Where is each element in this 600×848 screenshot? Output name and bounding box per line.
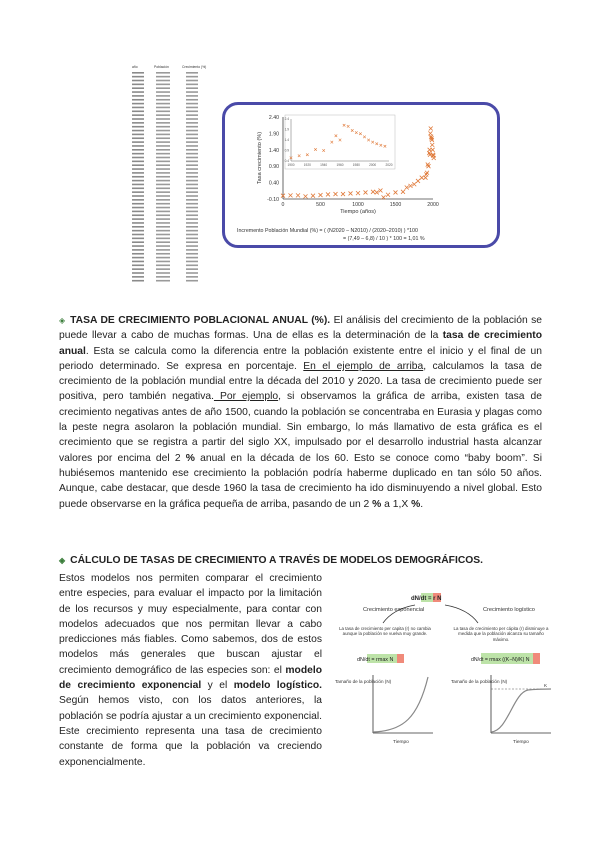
table-cell-year: [132, 91, 144, 93]
table-cell-year: [132, 145, 144, 147]
inset-chart: [285, 115, 395, 169]
table-cell-growth: [186, 249, 198, 251]
table-cell-year: [132, 238, 144, 240]
table-cell-growth: [186, 149, 198, 151]
x-tick-label: 0: [281, 202, 285, 208]
table-cell-growth: [186, 184, 198, 186]
section1-heading: TASA DE CRECIMIENTO POBLACIONAL ANUAL (%).: [70, 315, 331, 326]
table-cell-population: [156, 268, 170, 270]
table-cell-growth: [186, 153, 198, 155]
section1-text-3: , calculamos la tasa de crecimiento de la población mundial entre la década del 2010 y 2020. La tasa de crecimiento puede ser positiva, pero también negativa.: [59, 360, 542, 403]
k-label: K: [544, 683, 548, 688]
table-cell-population: [156, 118, 170, 120]
data-point: [326, 192, 330, 196]
table-cell-growth: [186, 226, 198, 228]
table-cell-growth: [186, 72, 198, 74]
right-equation-highlight-n: [533, 653, 540, 664]
table-cell-year: [132, 268, 144, 270]
right-model-title: Crecimiento logístico: [483, 607, 535, 613]
table-cell-growth: [186, 272, 198, 274]
table-cell-population: [156, 203, 170, 205]
table-cell-population: [156, 153, 170, 155]
x-axis-label: Tiempo (años): [340, 209, 376, 215]
section2-heading: CÁLCULO DE TASAS DE CRECIMIENTO A TRAVÉS DE MODELOS DEMOGRÁFICOS.: [70, 555, 484, 566]
table-cell-growth: [186, 107, 198, 109]
table-cell-growth: [186, 80, 198, 82]
inset-x-tick-label: 2020: [385, 163, 393, 167]
data-point: [386, 193, 390, 197]
table-cell-year: [132, 222, 144, 224]
y-tick-label: -0.10: [267, 197, 279, 203]
table-cell-growth: [186, 207, 198, 209]
inset-y-tick-label: 2.4: [284, 117, 289, 121]
table-cell-year: [132, 199, 144, 201]
section1-percent-1: %: [185, 452, 195, 464]
table-cell-population: [156, 222, 170, 224]
table-cell-year: [132, 80, 144, 82]
x-tick-label: 1500: [389, 202, 402, 208]
table-cell-population: [156, 114, 170, 116]
data-point: [424, 176, 428, 180]
table-cell-growth: [186, 176, 198, 178]
diamond-bullet-icon: ◈: [59, 556, 66, 565]
table-cell-year: [132, 134, 144, 136]
table-cell-year: [132, 126, 144, 128]
table-cell-population: [156, 107, 170, 109]
table-cell-population: [156, 214, 170, 216]
table-cell-growth: [186, 180, 198, 182]
table-cell-year: [132, 172, 144, 174]
y-tick-label: 2.40: [268, 115, 279, 121]
inset-x-tick-label: 2000: [369, 163, 377, 167]
section1-text-6: a 1,X: [381, 498, 412, 510]
table-cell-growth: [186, 241, 198, 243]
data-point: [319, 193, 323, 197]
section1-text-5: anual en la década de los 60. Esto se conoce como “baby boom”. Si hubiésemos mantenido ese crecimiento la población podría haberme duplicado en tan sólo 50 años. Aunque, cabe destacar, que desde 1960 la tasa de crecimiento ha ido disminuyendo a nivel global. Esto puede observarse en la gráfica pequeña de arriba, pasando de un 2: [59, 452, 542, 510]
table-cell-growth: [186, 238, 198, 240]
table-cell-year: [132, 114, 144, 116]
table-cell-growth: [186, 145, 198, 147]
exponential-curve: [373, 677, 428, 732]
data-point: [401, 190, 405, 194]
table-cell-year: [132, 103, 144, 105]
section2-text-2: y el: [201, 680, 234, 692]
table-cell-population: [156, 176, 170, 178]
table-cell-growth: [186, 130, 198, 132]
section2-text-1: Estos modelos nos permiten comparar el crecimiento entre especies, para evaluar el impacto por la limitación de los recursos y muy especialmente, para contar con modelos adecuados que nos permitan llevar a cabo predicciones más fiables. Como sabemos, dos de estos modelos más generales que buscan ajustar el crecimiento demográfico de las especies son: el: [59, 573, 322, 676]
table-cell-year: [132, 84, 144, 86]
y-axis-label: Tasa crecimiento (%): [257, 131, 263, 185]
table-cell-year: [132, 72, 144, 74]
table-cell-year: [132, 241, 144, 243]
table-cell-population: [156, 99, 170, 101]
data-point: [289, 193, 293, 197]
table-cell-year: [132, 87, 144, 89]
inset-x-tick-label: 1940: [320, 163, 328, 167]
table-cell-population: [156, 130, 170, 132]
table-cell-year: [132, 276, 144, 278]
table-cell-year: [132, 253, 144, 255]
left-y-label: Tamaño de la población (N): [335, 679, 392, 684]
table-cell-population: [156, 230, 170, 232]
left-equation: dN/dt = rmax N: [357, 657, 394, 663]
table-cell-population: [156, 207, 170, 209]
table-header-year: año: [132, 65, 138, 69]
table-cell-growth: [186, 76, 198, 78]
inset-y-tick-label: 1.4: [284, 138, 289, 142]
data-point: [304, 194, 308, 198]
table-cell-growth: [186, 245, 198, 247]
inset-x-tick-label: 1980: [352, 163, 360, 167]
data-point: [349, 191, 353, 195]
table-cell-population: [156, 145, 170, 147]
data-point: [341, 192, 345, 196]
table-cell-year: [132, 218, 144, 220]
section1-underline-example: En el ejemplo de arriba: [303, 360, 424, 372]
table-cell-year: [132, 249, 144, 251]
table-cell-population: [156, 134, 170, 136]
table-cell-population: [156, 276, 170, 278]
table-header-population: Población: [154, 65, 169, 69]
formula-line-1: Incremento Población Mundial (%) = ( (N2020 – N2010) / (2020–2010) ) *100: [237, 228, 418, 234]
table-cell-population: [156, 168, 170, 170]
inset-y-tick-label: 0.9: [284, 148, 289, 153]
table-cell-growth: [186, 141, 198, 143]
section1-text-1: El análisis del crecimiento de la población se puede llevar a cabo de muchas formas. Una de ellas es la determinación de la: [59, 315, 542, 342]
table-cell-population: [156, 157, 170, 159]
table-cell-population: [156, 211, 170, 213]
growth-rate-chart: [225, 105, 497, 245]
table-cell-population: [156, 76, 170, 78]
formula-line-2: = (7,49 – 6,8) / 10 ) * 100 = 1,01 %: [343, 236, 425, 242]
data-point: [431, 148, 435, 152]
arrow-right-icon: [445, 605, 478, 623]
table-cell-year: [132, 118, 144, 120]
section2-bold-logistic: modelo logístico.: [233, 680, 323, 692]
table-cell-growth: [186, 99, 198, 101]
table-cell-year: [132, 137, 144, 139]
table-cell-year: [132, 176, 144, 178]
section1-percent-2: %: [372, 498, 382, 510]
table-cell-population: [156, 272, 170, 274]
table-cell-population: [156, 103, 170, 105]
right-model-description: La tasa de crecimiento per cápita (r) disminuye a medida que la población alcanza su tamaño máximo.: [453, 626, 549, 642]
data-point: [412, 182, 416, 186]
table-cell-population: [156, 141, 170, 143]
table-cell-population: [156, 126, 170, 128]
table-cell-growth: [186, 253, 198, 255]
section1-text-7: .: [420, 498, 424, 510]
table-cell-population: [156, 184, 170, 186]
table-cell-year: [132, 130, 144, 132]
table-cell-population: [156, 80, 170, 82]
table-cell-population: [156, 164, 170, 166]
table-cell-growth: [186, 214, 198, 216]
data-point: [375, 190, 379, 194]
right-y-label: Tamaño de la población (N): [451, 679, 508, 684]
table-cell-growth: [186, 137, 198, 139]
table-cell-growth: [186, 114, 198, 116]
table-cell-population: [156, 226, 170, 228]
table-cell-year: [132, 245, 144, 247]
section1-bold-term: tasa de crecimiento anual: [59, 330, 542, 357]
diamond-bullet-icon: ◈: [59, 316, 66, 325]
section2-text-3: Según hemos visto, con los datos anteriores, la población se podría ajustar a un crecimiento exponencial. Este crecimiento representa una tasa de crecimiento constante de forma que la población va creciendo exponencialmente.: [59, 695, 322, 768]
table-cell-growth: [186, 268, 198, 270]
y-tick-label: 0.90: [268, 164, 279, 171]
table-cell-population: [156, 84, 170, 86]
table-cell-population: [156, 137, 170, 139]
table-cell-year: [132, 280, 144, 282]
table-cell-population: [156, 253, 170, 255]
section1-underline-for-example: Por ejemplo: [213, 391, 279, 403]
table-cell-growth: [186, 172, 198, 174]
inset-x-tick-label: 1960: [336, 163, 344, 167]
table-cell-growth: [186, 126, 198, 128]
data-point: [311, 194, 315, 198]
table-cell-growth: [186, 276, 198, 278]
left-model-description: La tasa de crecimiento per capita (r) no cambia aunque la población se vuelva muy grande.: [339, 626, 431, 637]
data-point: [379, 188, 383, 192]
table-cell-growth: [186, 95, 198, 97]
section1-text-4: , si observamos la gráfica de arriba, existen tasa de crecimiento negativas antes de año 1500, cuando la población se concentraba en Eurasia y plagas como la peste negra asolaron la población mundial. Sin embargo, lo más llamativo de esta gráfica es el crecimiento que se registra a partir del siglo XX, impulsado por el desarrollo industrial hasta alcanzar valores por encima del 2: [59, 391, 542, 464]
table-cell-growth: [186, 134, 198, 136]
table-cell-year: [132, 203, 144, 205]
table-cell-population: [156, 172, 170, 174]
table-cell-population: [156, 218, 170, 220]
table-cell-population: [156, 91, 170, 93]
inset-y-tick-label: 0.4: [284, 159, 289, 163]
table-cell-growth: [186, 164, 198, 166]
table-cell-growth: [186, 203, 198, 205]
data-point: [334, 192, 338, 196]
table-cell-year: [132, 149, 144, 151]
data-point: [409, 184, 413, 188]
top-equation: dN/dt = r N: [411, 596, 442, 602]
table-cell-population: [156, 245, 170, 247]
table-cell-year: [132, 95, 144, 97]
table-cell-population: [156, 87, 170, 89]
table-cell-year: [132, 265, 144, 267]
left-x-label: Tiempo: [393, 740, 409, 745]
table-cell-year: [132, 211, 144, 213]
table-cell-population: [156, 111, 170, 113]
table-cell-year: [132, 207, 144, 209]
section-demographic-models-heading: [59, 555, 542, 566]
growth-rate-chart-panel: [222, 102, 500, 248]
table-cell-population: [156, 257, 170, 259]
data-point: [296, 193, 300, 197]
right-x-label: Tiempo: [513, 740, 529, 745]
table-cell-growth: [186, 103, 198, 105]
x-tick-label: 500: [316, 202, 325, 208]
table-cell-year: [132, 157, 144, 159]
table-cell-growth: [186, 168, 198, 170]
table-cell-year: [132, 153, 144, 155]
table-cell-year: [132, 257, 144, 259]
inset-y-tick-label: 1.9: [284, 127, 289, 132]
table-cell-year: [132, 234, 144, 236]
data-point: [428, 131, 432, 135]
growth-models-figure: [333, 583, 555, 755]
table-cell-year: [132, 122, 144, 124]
population-data-table: [130, 63, 216, 283]
table-cell-growth: [186, 111, 198, 113]
table-cell-year: [132, 226, 144, 228]
data-point: [429, 126, 433, 130]
table-cell-growth: [186, 230, 198, 232]
table-cell-population: [156, 191, 170, 193]
inset-x-tick-label: 1900: [287, 163, 295, 167]
data-point: [416, 179, 420, 183]
table-cell-population: [156, 199, 170, 201]
table-cell-year: [132, 195, 144, 197]
table-cell-growth: [186, 188, 198, 190]
table-cell-year: [132, 99, 144, 101]
table-cell-year: [132, 180, 144, 182]
table-cell-year: [132, 141, 144, 143]
table-cell-growth: [186, 218, 198, 220]
table-cell-growth: [186, 91, 198, 93]
table-cell-growth: [186, 211, 198, 213]
table-cell-year: [132, 272, 144, 274]
table-cell-year: [132, 261, 144, 263]
table-cell-population: [156, 234, 170, 236]
table-cell-population: [156, 188, 170, 190]
table-cell-population: [156, 72, 170, 74]
table-cell-growth: [186, 257, 198, 259]
data-point: [356, 191, 360, 195]
section2-bold-exponential: modelo de crecimiento exponencial: [59, 664, 322, 692]
table-cell-growth: [186, 261, 198, 263]
table-cell-population: [156, 249, 170, 251]
section1-text-2: . Esta se calcula como la diferencia entre la población existente entre el inicio y el final de un periodo determinado. Se expresa en porcentaje.: [59, 345, 542, 372]
table-cell-growth: [186, 234, 198, 236]
table-cell-year: [132, 168, 144, 170]
logistic-curve: [491, 689, 551, 732]
table-cell-population: [156, 195, 170, 197]
table-cell-population: [156, 149, 170, 151]
table-cell-growth: [186, 84, 198, 86]
y-tick-label: 1.90: [268, 131, 279, 138]
table-cell-population: [156, 95, 170, 97]
data-point: [405, 186, 409, 190]
table-cell-year: [132, 107, 144, 109]
section-annual-growth-rate: [59, 313, 542, 512]
table-cell-growth: [186, 191, 198, 193]
table-header-growth: Crecimiento (%): [182, 65, 207, 69]
right-equation: dN/dt = rmax ((K−N)/K) N: [471, 657, 530, 663]
inset-x-tick-label: 1920: [303, 163, 311, 167]
table-cell-growth: [186, 87, 198, 89]
y-tick-label: 1.40: [268, 147, 279, 154]
y-tick-label: 0.40: [268, 180, 279, 187]
table-rows: [132, 72, 198, 283]
table-cell-year: [132, 188, 144, 190]
table-cell-growth: [186, 122, 198, 124]
left-model-title: Crecimiento exponencial: [363, 607, 425, 613]
table-cell-growth: [186, 195, 198, 197]
table-cell-year: [132, 191, 144, 193]
section-demographic-models-body: [59, 571, 322, 770]
table-cell-population: [156, 241, 170, 243]
table-cell-growth: [186, 118, 198, 120]
data-point: [394, 190, 398, 194]
table-cell-year: [132, 184, 144, 186]
data-point: [420, 176, 424, 180]
table-cell-year: [132, 76, 144, 78]
table-cell-year: [132, 164, 144, 166]
table-cell-growth: [186, 157, 198, 159]
table-cell-growth: [186, 265, 198, 267]
table-cell-year: [132, 111, 144, 113]
table-cell-population: [156, 265, 170, 267]
table-cell-growth: [186, 199, 198, 201]
table-cell-year: [132, 161, 144, 163]
data-point: [371, 190, 375, 194]
table-cell-population: [156, 122, 170, 124]
table-cell-growth: [186, 280, 198, 282]
table-cell-population: [156, 238, 170, 240]
table-cell-year: [132, 214, 144, 216]
data-point: [364, 190, 368, 194]
table-cell-population: [156, 180, 170, 182]
data-point: [430, 143, 434, 147]
table-cell-growth: [186, 161, 198, 163]
table-cell-year: [132, 230, 144, 232]
x-tick-label: 1000: [352, 202, 364, 208]
left-equation-highlight-n: [397, 654, 404, 663]
x-tick-label: 2000: [427, 202, 439, 208]
table-cell-growth: [186, 222, 198, 224]
table-cell-population: [156, 161, 170, 163]
table-cell-population: [156, 280, 170, 282]
table-cell-population: [156, 261, 170, 263]
section1-percent-3: %: [411, 498, 421, 510]
